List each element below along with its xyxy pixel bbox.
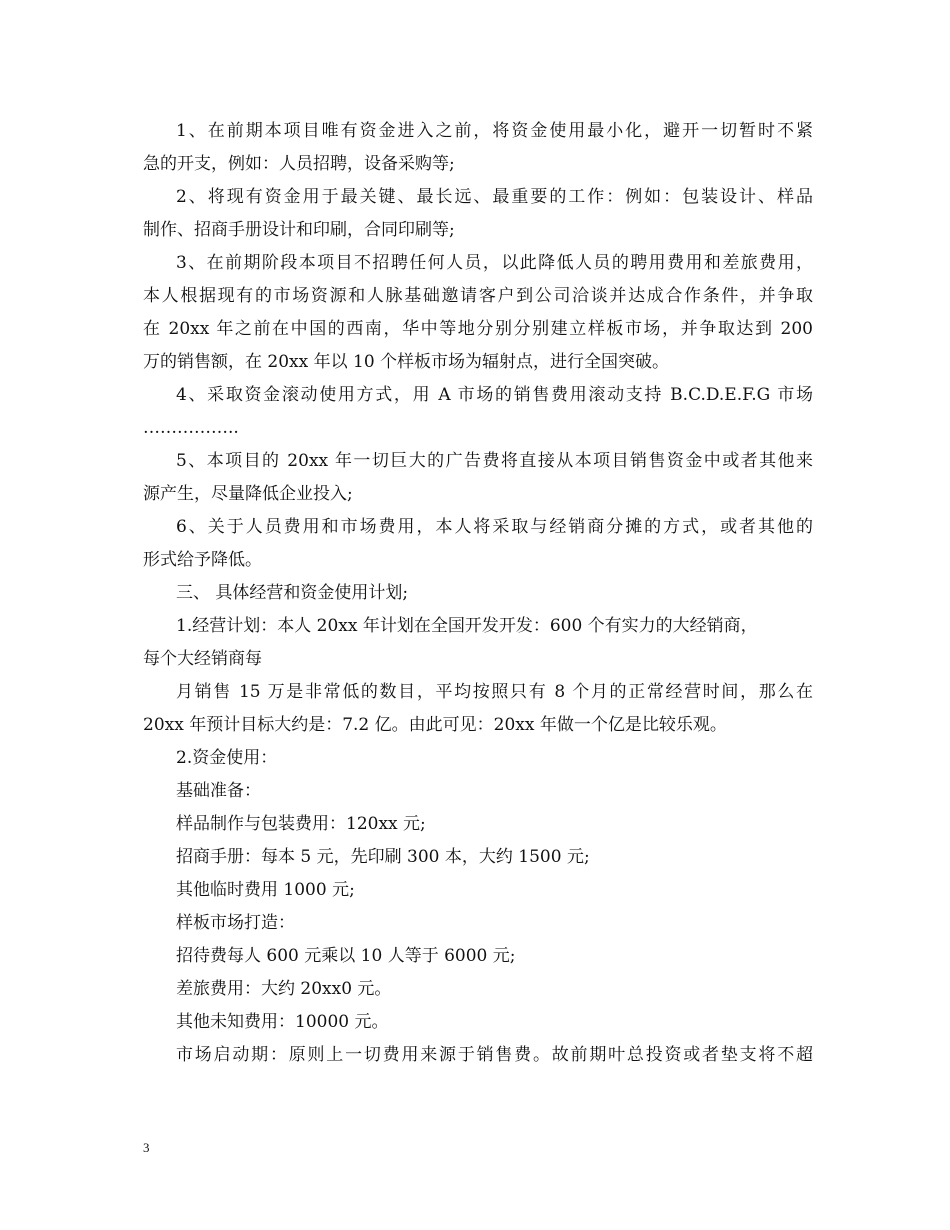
text-line: 在 20xx 年之前在中国的西南，华中等地分别分别建立样板市场，并争取达到 200	[143, 319, 813, 339]
text-line: 4、采取资金滚动使用方式，用 A 市场的销售费用滚动支持 B.C.D.E.F.G 市场	[176, 385, 813, 405]
text-line: 月销售 15 万是非常低的数目，平均按照只有 8 个月的正常经营时间，那么在	[176, 682, 813, 702]
text-line: 20xx 年预计目标大约是：7.2 亿。由此可见：20xx 年做一个亿是比较乐观。	[143, 715, 727, 735]
text-line: 样板市场打造：	[176, 913, 295, 933]
text-line: 本人根据现有的市场资源和人脉基础邀请客户到公司洽谈并达成合作条件，并争取	[143, 286, 813, 306]
text-line: 6、关于人员费用和市场费用，本人将采取与经销商分摊的方式，或者其他的	[176, 517, 813, 537]
text-line: 源产生，尽量降低企业投入;	[143, 484, 353, 504]
text-line: 市场启动期：原则上一切费用来源于销售费。故前期叶总投资或者垫支将不超	[176, 1045, 813, 1065]
text-line: 万的销售额，在 20xx 年以 10 个样板市场为辐射点，进行全国突破。	[143, 352, 670, 372]
page-number: 3	[143, 1140, 150, 1155]
text-line: 1、在前期本项目唯有资金进入之前，将资金使用最小化，避开一切暂时不紧	[176, 121, 813, 141]
text-line: 其他未知费用：10000 元。	[176, 1012, 389, 1032]
text-line: 招待费每人 600 元乘以 10 人等于 6000 元;	[176, 946, 516, 966]
text-line: 制作、招商手册设计和印刷，合同印刷等;	[143, 220, 455, 240]
text-line: 急的开支，例如：人员招聘，设备采购等;	[143, 154, 455, 174]
text-line: 招商手册：每本 5 元，先印刷 300 本，大约 1500 元;	[176, 847, 590, 867]
text-line: 差旅费用：大约 20xx0 元。	[176, 979, 392, 999]
text-line: 其他临时费用 1000 元;	[176, 880, 355, 900]
text-line: 三、 具体经营和资金使用计划;	[176, 583, 409, 603]
document-body	[143, 115, 813, 1072]
text-line: 3、在前期阶段本项目不招聘任何人员，以此降低人员的聘用费用和差旅费用，	[176, 253, 813, 273]
text-line: 2.资金使用：	[176, 748, 278, 768]
text-line: 基础准备：	[176, 781, 261, 801]
text-line: 1.经营计划：本人 20xx 年计划在全国开发开发：600 个有实力的大经销商，	[176, 616, 758, 636]
text-line: 5、本项目的 20xx 年一切巨大的广告费将直接从本项目销售资金中或者其他来	[176, 451, 813, 471]
text-line: 样品制作与包装费用：120xx 元;	[176, 814, 426, 834]
text-line: 每个大经销商每	[143, 649, 262, 669]
text-line: ……………..	[143, 418, 239, 438]
text-line: 2、将现有资金用于最关键、最长远、最重要的工作：例如：包装设计、样品	[176, 187, 813, 207]
text-line: 形式给予降低。	[143, 550, 262, 570]
